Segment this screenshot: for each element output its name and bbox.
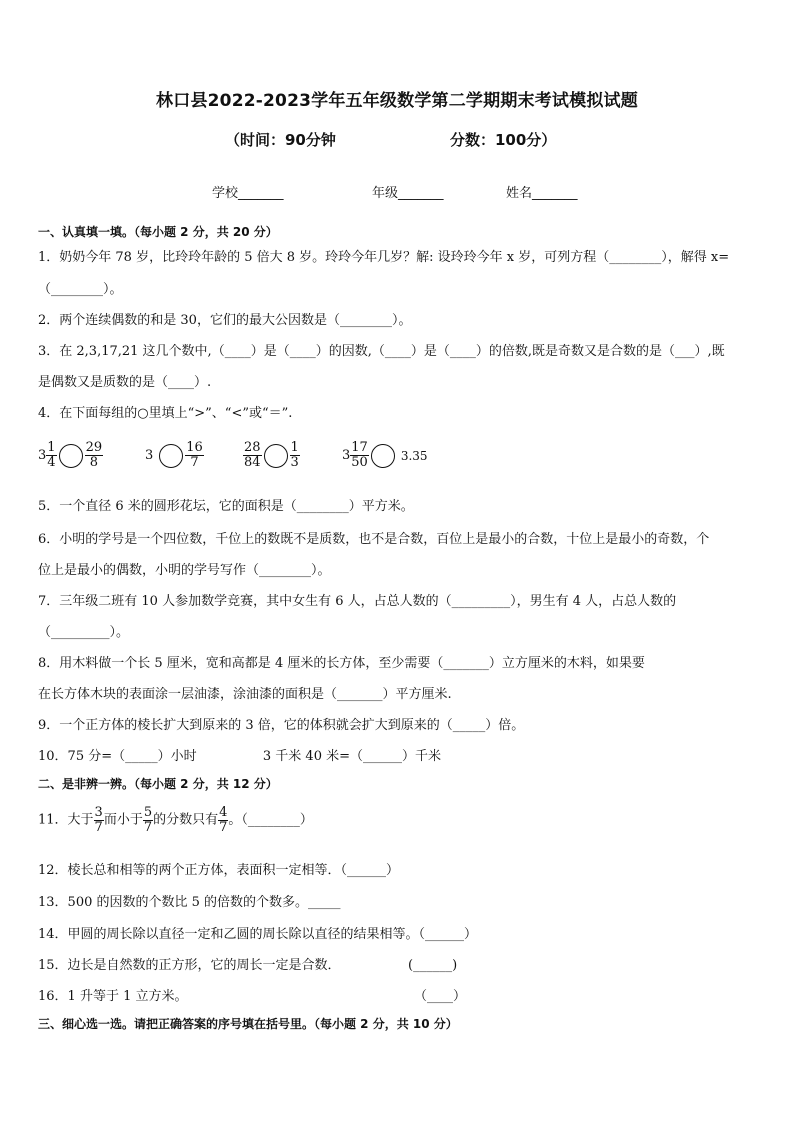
question-9: 9．一个正方体的棱长扩大到原来的 3 倍，它的体积就会扩大到原来的（_____）倍。 [38, 718, 525, 733]
compare-2-left-whole: 3 [145, 448, 154, 463]
question-8-cont: 在长方体木块的表面涂一层油漆，涂油漆的面积是（_______）平方厘米. [38, 687, 452, 702]
compare-4-right-value: 3.35 [400, 448, 428, 463]
compare-item-4 [342, 441, 428, 470]
question-12: 12．棱长总和相等的两个正方体，表面积一定相等．（______） [38, 863, 400, 878]
question-1: 1．奶奶今年 78 岁，比玲玲年龄的 5 倍大 8 岁。玲玲今年几岁？解: 设玲玲今年 x 岁，可列方程（________），解得 x= [38, 250, 730, 265]
question-7-cont: （_________）。 [38, 625, 130, 640]
question-11-suffix: 。（________） [228, 812, 313, 828]
question-13: 13．500 的因数的个数比 5 的倍数的个数多。_____ [38, 895, 341, 910]
question-2: 2．两个连续偶数的和是 30，它们的最大公因数是（________）。 [38, 313, 412, 328]
name-field: 姓名_______ [506, 186, 578, 201]
grade-field: 年级_______ [372, 186, 444, 201]
question-15 [38, 957, 764, 975]
question-11-mid: 而小于 [103, 812, 143, 828]
question-10-part-b: 3 千米 40 米=（______）千米 [262, 749, 441, 764]
question-3-cont: 是偶数又是质数的是（____）. [38, 375, 212, 390]
question-16-text: 16．1 升等于 1 立方米。 [38, 989, 188, 1004]
question-15-blank: (______) [408, 958, 458, 973]
section-2-heading: 二、是非辨一辨。（每小题 2 分，共 12 分） [38, 777, 278, 791]
school-field: 学校_______ [212, 186, 284, 201]
question-11 [38, 806, 764, 835]
compare-4-left-whole: 3 [342, 448, 351, 463]
score-label: 分数：100分） [450, 131, 557, 149]
compare-3-circle[interactable] [264, 444, 288, 468]
compare-4-left-fraction: $\frac{17}{50}$ [351, 440, 368, 470]
question-5: 5．一个直径 6 米的圆形花坛，它的面积是（________）平方米。 [38, 499, 414, 514]
compare-2-right-fraction: $\frac{16}{7}$ [186, 440, 203, 470]
question-1-cont: （________）。 [38, 282, 123, 297]
question-4: 4．在下面每组的○里填上“>”、“<”或“＝”. [38, 406, 293, 421]
compare-4-circle[interactable] [371, 444, 395, 468]
question-11-mid2: 的分数只有 [153, 812, 219, 828]
compare-1-right-fraction: $\frac{29}{8}$ [85, 440, 103, 470]
exam-subtitle [225, 129, 557, 150]
question-10 [38, 748, 764, 766]
exam-title: 林口县2022-2023学年五年级数学第二学期期末考试模拟试题 [156, 91, 638, 111]
question-11-prefix: 11．大于 [38, 812, 94, 828]
question-11-fraction-1: $\frac{3}{7}$ [94, 805, 103, 835]
compare-item-1 [38, 441, 103, 470]
question-16-blank: （____） [414, 989, 467, 1004]
question-16 [38, 988, 764, 1006]
question-6: 6．小明的学号是一个四位数，千位上的数既不是质数，也不是合数，百位上是最小的合数，十位上是最小的奇数，个 [38, 532, 710, 547]
section-3-heading: 三、细心选一选。请把正确答案的序号填在括号里。（每小题 2 分，共 10 分） [38, 1017, 458, 1031]
compare-3-right-fraction: $\frac{1}{3}$ [290, 440, 299, 470]
compare-3-left-fraction: $\frac{28}{84}$ [244, 440, 261, 470]
section-1-heading: 一、认真填一填。（每小题 2 分，共 20 分） [38, 225, 278, 239]
compare-1-circle[interactable] [59, 444, 83, 468]
compare-item-2 [145, 441, 204, 470]
compare-1-left-whole: 3 [38, 448, 47, 463]
compare-item-3 [243, 441, 300, 470]
question-3: 3．在 2,3,17,21 这几个数中,（____）是（____）的因数,（____）是（____）的倍数,既是奇数又是合数的是（___）,既 [38, 344, 725, 359]
question-6-cont: 位上是最小的偶数，小明的学号写作（________）。 [38, 563, 331, 578]
question-11-fraction-2: $\frac{5}{7}$ [143, 805, 153, 835]
question-10-part-a: 10．75 分=（_____）小时 [38, 749, 197, 764]
question-14: 14．甲圆的周长除以直径一定和乙圆的周长除以直径的结果相等。（______） [38, 927, 478, 942]
question-15-text: 15．边长是自然数的正方形，它的周长一定是合数． [38, 958, 341, 973]
compare-2-circle[interactable] [159, 444, 183, 468]
question-7: 7．三年级二班有 10 人参加数学竞赛，其中女生有 6 人，占总人数的（_________），男生有 4 人，占总人数的 [38, 594, 677, 609]
time-label: （时间：90分钟 [225, 131, 336, 149]
compare-1-left-fraction: $\frac{1}{4}$ [47, 440, 56, 470]
question-8: 8．用木料做一个长 5 厘米，宽和高都是 4 厘米的长方体，至少需要（_______）立方厘米的木料，如果要 [38, 656, 645, 671]
question-11-fraction-3: $\frac{4}{7}$ [219, 805, 228, 835]
